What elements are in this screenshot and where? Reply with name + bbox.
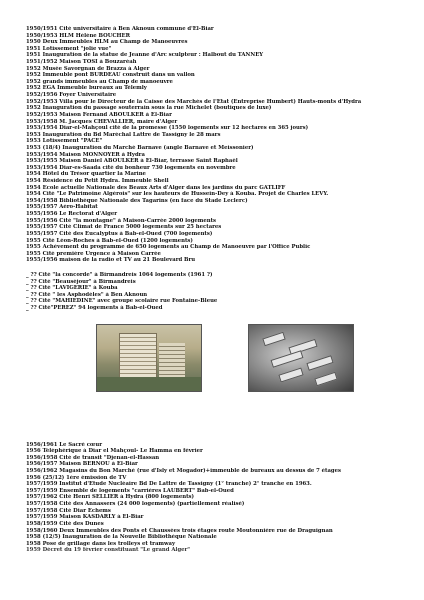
aerial-photo — [248, 324, 354, 392]
chronology-entry: 1956/1957 Maison BERNOU à El-Biar — [26, 461, 138, 468]
chronology-entry: 1952 EGA Immeuble bureaux au Télemly — [26, 85, 147, 92]
chronology-entry: 1954 Hôtel du Trésor quartier la Marine — [26, 171, 146, 178]
chronology-entry: 1955 Cité première Urgence à Maison Carrée — [26, 250, 161, 257]
chronology-entry: 1957/1958 Cité des Annassers (24 000 logements) (partiellement réalisé) — [26, 501, 245, 508]
chronology-entry: 1958/1960 Deux Immeubles des Ponts et Chaussées trois étages route Moutonnière rue de Draguignan — [26, 527, 333, 534]
chronology-entry: 1955/1957 Cité Climat de France 5000 logements sur 25 hectares — [26, 224, 222, 231]
chronology-entry: 1956/1962 Magasins du Bon Marché (rue d'Isly et Mogador)+immeuble de bureaux au dessus de 7 étages — [26, 468, 341, 475]
chronology-entry: 1956 (25/12) 1ère émission de TV — [26, 474, 127, 481]
chronology-entry: 1954 Résidence du Petit Hydra. Immeuble Shell — [26, 178, 169, 185]
document-page — [26, 26, 406, 554]
chronology-entry: 1957/1962 Cité Henri SELLIER à Hydra (800 logements) — [26, 494, 195, 501]
chronology-entry: 1953 (18/4) Inauguration du Marché Barnave (angle Barnave et Meissonier) — [26, 144, 254, 151]
chronology-entry: 1953/1955 Maison Daniel ABOULKER à El-Biar, terrasse Saint Raphaël — [26, 158, 238, 165]
chronology-list-1950-1956 — [26, 26, 406, 264]
building-photo — [96, 324, 202, 392]
chronology-entry: 1958 Pose de grillage dans les trolleys et tramway — [26, 540, 176, 547]
chronology-entry: 1953/1958 M. Jacques CHEVALLIER, maire d'Alger — [26, 118, 178, 125]
chronology-entry: 1954/1958 Bibliothèque Nationale des Tagarins (en face du Stade Leclerc) — [26, 197, 248, 204]
photo-strip — [26, 324, 406, 442]
chronology-entry: 1955/1957 Aéro-Habitat — [26, 204, 98, 211]
chronology-entry: 1958 (12/5) Inauguration de la Nouvelle Bibliothèque Nationale — [26, 534, 217, 541]
chronology-entry: 1955/1956 Cité "la montagne" à Maison-Carrée 2000 logements — [26, 217, 217, 224]
chronology-entry: 1953 Lotissement "PACE" — [26, 138, 103, 145]
chronology-entry: 1956/1961 Le Sacré cœur — [26, 441, 103, 448]
chronology-entry: 1954 Cité "Le Patrimoine Algérois" sur les hauteurs de Hussein-Dey à Kouba. Projet de Charles LEVY. — [26, 191, 329, 198]
chronology-entry: 1955/1956 Le Rectorat d'Alger — [26, 211, 118, 218]
chronology-list-undated — [26, 272, 406, 312]
chronology-entry: 1952/1953 Villa pour le Directeur de la Caisse des Marchés de l'Etat (Entreprise Humbert) Hauts-monts d'Hydra — [26, 98, 362, 105]
chronology-entry: _ ?? Cité "la concorde" à Birmandreis 1064 logements (1961 ?) — [26, 271, 213, 278]
chronology-entry: _ ?? Cité"PEREZ" 94 logements à Bab-el-Oued — [26, 304, 163, 311]
chronology-list-1956-1959 — [26, 442, 406, 554]
chronology-entry: 1957/1959 Institut d'Etude Nucléaire Bd De Lattre de Tassigny (1° tranche) 2° tranche en 1963. — [26, 481, 312, 488]
chronology-entry: _ ?? Cité "LAVIGERIE" à Kouba — [26, 285, 118, 292]
chronology-entry: 1952/1956 Foyer Universitaire — [26, 92, 117, 99]
chronology-entry: 1951 Inauguration de la statue de Jeanne d'Arc sculpteur : Halbout du TANNEY — [26, 52, 264, 59]
chronology-entry: 1956/1958 Cité de transit "Djenan-el-Hassan — [26, 454, 160, 461]
chronology-entry: _ ?? Cité "Beauséjour" à Birmandreis — [26, 278, 136, 285]
chronology-entry: 1955/1956 maison de la radio et TV au 21 Boulevard Bru — [26, 257, 196, 264]
chronology-entry: _ ?? Cité " les Asphodèles" à Ben Aknoun — [26, 291, 148, 298]
chronology-entry: 1955/1957 Cité des Eucalyptus à Bab-el-Oued (700 logements) — [26, 230, 213, 237]
chronology-entry: 1954 Ecole actuelle Nationale des Beaux Arts d'Alger dans les jardins du parc GATLIFF — [26, 184, 286, 191]
chronology-entry: 1957/1959 Ensemble de logements "carrières LAUBERT" Bab-el-Oued — [26, 487, 234, 494]
chronology-entry: 1951 Lotissement "jolie vue" — [26, 45, 112, 52]
chronology-entry: 1952 Immeuble pont BURDEAU construit dans un vallon — [26, 72, 195, 79]
chronology-entry: _ ?? Cité "MAHIEDINE" avec groupe scolaire rue Fontaine-Bleue — [26, 298, 218, 305]
chronology-entry: 1952 Musée Savorgnan de Brazza à Alger — [26, 65, 150, 72]
chronology-entry: 1951/1952 Maison TOSI à Bouzaréah — [26, 59, 137, 66]
chronology-entry: 1952/1953 Maison Fernand ABOULKER à El-Biar — [26, 111, 172, 118]
chronology-entry: 1950/1951 Cité universitaire à Ben Aknoun commune d'El-Biar — [26, 26, 214, 32]
chronology-entry: 1952 Inauguration du passage souterrain sous la rue Michelet (boutiques de luxe) — [26, 105, 272, 112]
chronology-entry: 1950/1953 HLM Hélène BOUCHER — [26, 32, 130, 39]
chronology-entry: 1955 Achèvement du programme de 650 logements au Champ de Manoeuvre par l'Office Public — [26, 244, 311, 251]
chronology-entry: 1953/1954 Diar-es-Saada cité du bonheur 730 logements en novembre — [26, 164, 236, 171]
chronology-entry: 1959 Décret du 19 février constituant "Le grand Alger" — [26, 547, 191, 554]
chronology-entry: 1953/1954 Diar-el-Mahçoul cité de la promesse (1550 logements sur 12 hectares en 365 jours) — [26, 125, 309, 132]
chronology-entry: 1956 Téléphérique à Diar el Mahçoul- Le Hamma en février — [26, 448, 203, 455]
chronology-entry: 1955 Cité Léon-Roches à Bab-el-Oued (1200 logements) — [26, 237, 193, 244]
chronology-entry: 1953/1954 Maison MONNOYER à Hydra — [26, 151, 145, 158]
chronology-entry: 1950 Deux Immeubles HLM au Champ de Manoeuvres — [26, 39, 188, 46]
chronology-entry: 1953 Inauguration du Bd Maréchal Lattre de Tassigny le 28 mars — [26, 131, 221, 138]
chronology-entry: 1957/1958 Cité Diar Echems — [26, 507, 111, 514]
chronology-entry: 1957/1959 Maison KASDARLY à El-Biar — [26, 514, 144, 521]
chronology-entry: 1952 grands immeubles au Champ de manoeuvre — [26, 78, 173, 85]
chronology-entry: 1958/1959 Cité des Dunes — [26, 520, 104, 527]
